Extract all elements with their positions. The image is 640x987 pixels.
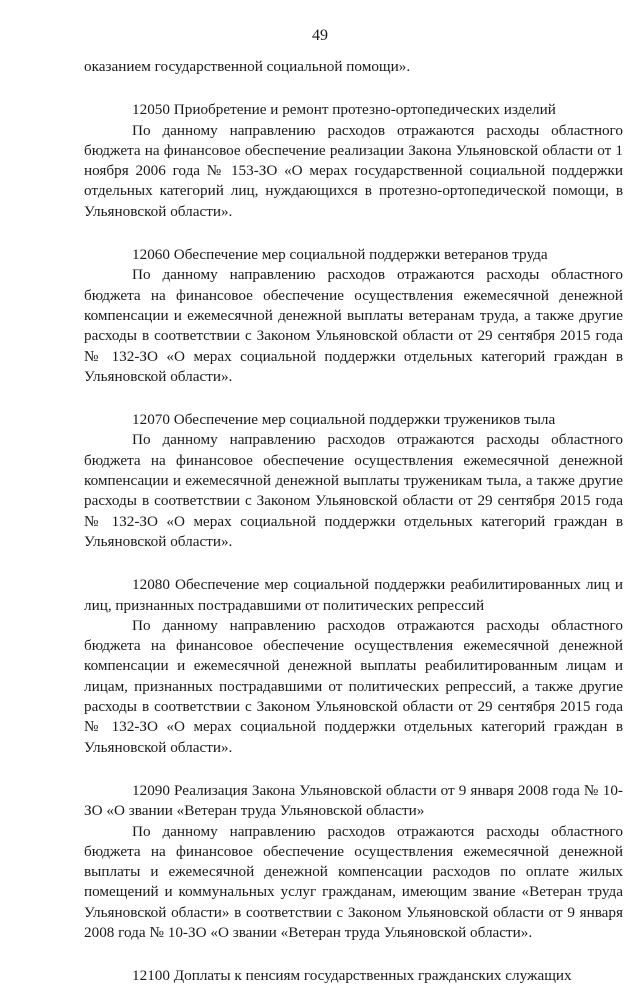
document-body [84, 57, 623, 987]
section-heading-12060: 12060 Обеспечение мер социальной поддержки ветеранов труда [132, 246, 548, 264]
section-body-12090: По данному направлению расходов отражаются расходы областного бюджета на финансовое обеспечение осуществления ежемесячной денежной выплаты и ежемесячной денежной компенсации расходов по оплате жилых помещений и коммунальных услуг гражданам, имеющим звание «Ветеран труда Ульяновской области» в соответствии с Законом Ульяновской области от 9 января 2008 года № 10-ЗО «О звании «Ветеран труда Ульяновской области». [84, 822, 623, 941]
intro-paragraph: оказанием государственной социальной помощи». [84, 58, 411, 75]
section-heading-12050: 12050 Приобретение и ремонт протезно-ортопедических изделий [132, 101, 556, 119]
section-body-12070: По данному направлению расходов отражаются расходы областного бюджета на финансовое обеспечение осуществления ежемесячной денежной компенсации и ежемесячной денежной выплаты труженикам тыла, а также другие расходы в соответствии с Законом Ульяновской области от 29 сентября 2015 года № 132-ЗО «О мерах социальной поддержки отдельных категорий граждан в Ульяновской области». [84, 431, 623, 550]
section-body-12050: По данному направлению расходов отражаются расходы областного бюджета на финансовое обеспечение реализации Закона Ульяновской области от 1 ноября 2006 года № 153-ЗО «О мерах государственной социальной поддержки отдельных категорий лиц, нуждающихся в протезно-ортопедической помощи, в Ульяновской области». [84, 121, 623, 220]
section-heading-12090: 12090 Реализация Закона Ульяновской области от 9 января 2008 года № 10-ЗО «О звании «Ветеран труда Ульяновской области» [84, 781, 623, 820]
section-body-12080: По данному направлению расходов отражаются расходы областного бюджета на финансовое обеспечение осуществления ежемесячной денежной компенсации и ежемесячной денежной выплаты реабилитированным лицам и лицам, признанных пострадавшими от политических репрессий, а также другие расходы в соответствии с Законом Ульяновской области от 29 сентября 2015 года № 132-ЗО «О мерах социальной поддержки отдельных категорий граждан в Ульяновской области». [84, 616, 623, 756]
page-number: 49 [312, 27, 328, 44]
section-heading-12070: 12070 Обеспечение мер социальной поддержки тружеников тыла [132, 411, 556, 429]
section-heading-12100: 12100 Доплаты к пенсиям государственных гражданских служащих [132, 967, 572, 985]
section-heading-12080: 12080 Обеспечение мер социальной поддержки реабилитированных лиц и лиц, признанных пострадавшими от политических репрессий [84, 576, 623, 614]
section-body-12060: По данному направлению расходов отражаются расходы областного бюджета на финансовое обеспечение осуществления ежемесячной денежной компенсации и ежемесячной денежной выплаты ветеранам труда, а также другие расходы в соответствии с Законом Ульяновской области от 29 сентября 2015 года № 132-ЗО «О мерах социальной поддержки отдельных категорий граждан в Ульяновской области». [84, 266, 623, 385]
